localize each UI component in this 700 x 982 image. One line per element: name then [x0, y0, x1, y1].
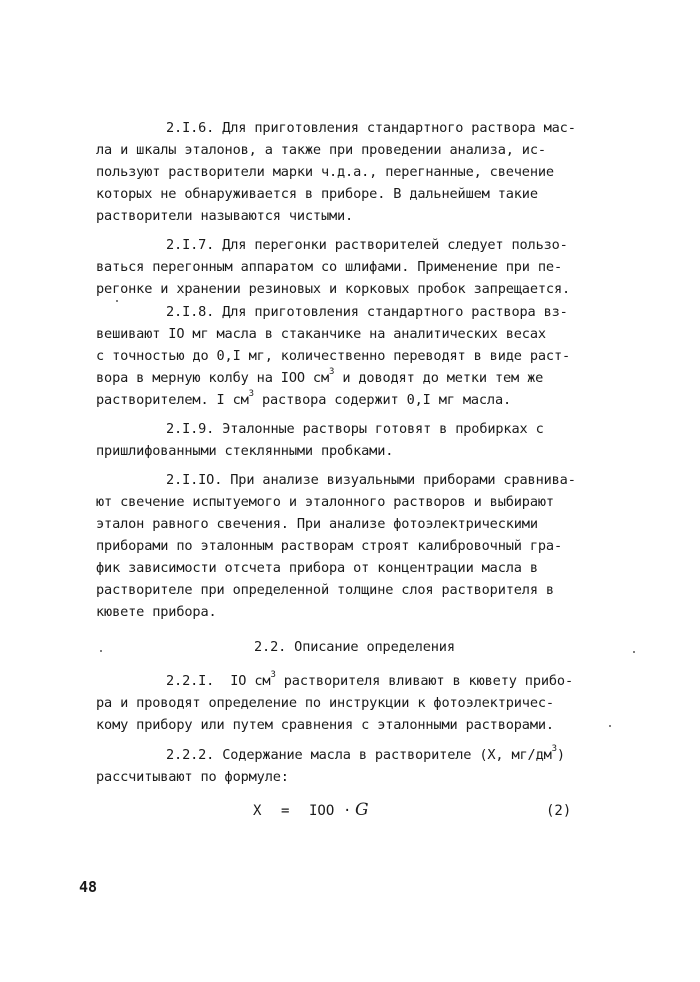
text-span: 2.2.2. Содержание масла в растворителе (X, мг/дм: [166, 747, 552, 763]
text-span: вора в мерную колбу на IOO см: [96, 370, 329, 386]
text-line: [96, 389, 511, 411]
scan-speck: [100, 650, 102, 652]
text-line: с точностью до 0,I мг, количественно переводят в виде раст-: [96, 348, 571, 364]
text-line: [96, 367, 543, 389]
text-line: вешивают IO мг масла в стаканчике на аналитических весах: [96, 326, 546, 342]
text-line: ра и проводят определение по инструкции к фотоэлектричес-: [96, 695, 554, 711]
formula-equals: =: [281, 803, 290, 819]
text-line: ют свечение испытуемого и эталонного растворов и выбирают: [96, 494, 554, 510]
text-span: растворителя вливают в кювету прибо-: [275, 673, 573, 689]
text-line: которых не обнаруживается в приборе. В дальнейшем такие: [96, 186, 538, 202]
section-heading: 2.2. Описание определения: [254, 639, 455, 655]
text-line: 2.I.8. Для приготовления стандартного раствора вз-: [166, 304, 568, 320]
text-line: ла и шкалы эталонов, а также при проведении анализа, ис-: [96, 142, 546, 158]
text-span: ): [556, 747, 565, 763]
formula-coefficient: IOO: [309, 803, 335, 819]
text-line: 2.I.9. Эталонные растворы готовят в пробирках с: [166, 421, 544, 437]
formula-dot: ·: [343, 803, 352, 819]
text-line: [166, 744, 565, 766]
text-line: фик зависимости отсчета прибора от концентрации масла в: [96, 560, 538, 576]
text-line: эталон равного свечения. При анализе фотоэлектрическими: [96, 516, 538, 532]
text-line: ваться перегонным аппаратом со шлифами. Применение при пе-: [96, 259, 562, 275]
text-line: 2.I.7. Для перегонки растворителей следует пользо-: [166, 237, 568, 253]
text-line: кювете прибора.: [96, 604, 217, 620]
text-line: рассчитывают по формуле:: [96, 769, 289, 785]
text-line: кому прибору или путем сравнения с эталонными растворами.: [96, 717, 554, 733]
text-span: и доводят до метки тем же: [334, 370, 544, 386]
text-line: 2.I.6. Для приготовления стандартного раствора мас-: [166, 120, 576, 136]
text-line: 2.I.IO. При анализе визуальными приборами сравнива-: [166, 472, 576, 488]
superscript: 3: [270, 670, 276, 681]
superscript: 3: [551, 744, 557, 755]
text-span: раствора содержит 0,I мг масла.: [253, 392, 512, 408]
text-span: растворителем. I см: [96, 392, 249, 408]
text-line: растворителе при определенной толщине слоя растворителя в: [96, 582, 554, 598]
text-line: [166, 670, 573, 692]
formula-variable: G: [355, 800, 369, 820]
text-line: регонке и хранении резиновых и корковых пробок запрещается.: [96, 281, 571, 297]
text-line: растворители называются чистыми.: [96, 208, 354, 224]
text-span: 2.2.I. IO см: [166, 673, 271, 689]
text-line: пользуют растворители марки ч.д.а., перегнанные, свечение: [96, 164, 554, 180]
superscript: 3: [329, 367, 335, 378]
formula-lhs: X: [253, 803, 262, 819]
scan-speck: [116, 300, 118, 302]
scan-speck: [609, 725, 611, 727]
superscript: 3: [248, 389, 254, 400]
text-line: приборами по эталонным растворам строят калибровочный гра-: [96, 538, 562, 554]
scan-speck: [633, 651, 635, 653]
formula-number: (2): [546, 803, 572, 819]
page-number: 48: [79, 878, 98, 896]
text-line: пришлифованными стеклянными пробками.: [96, 443, 394, 459]
